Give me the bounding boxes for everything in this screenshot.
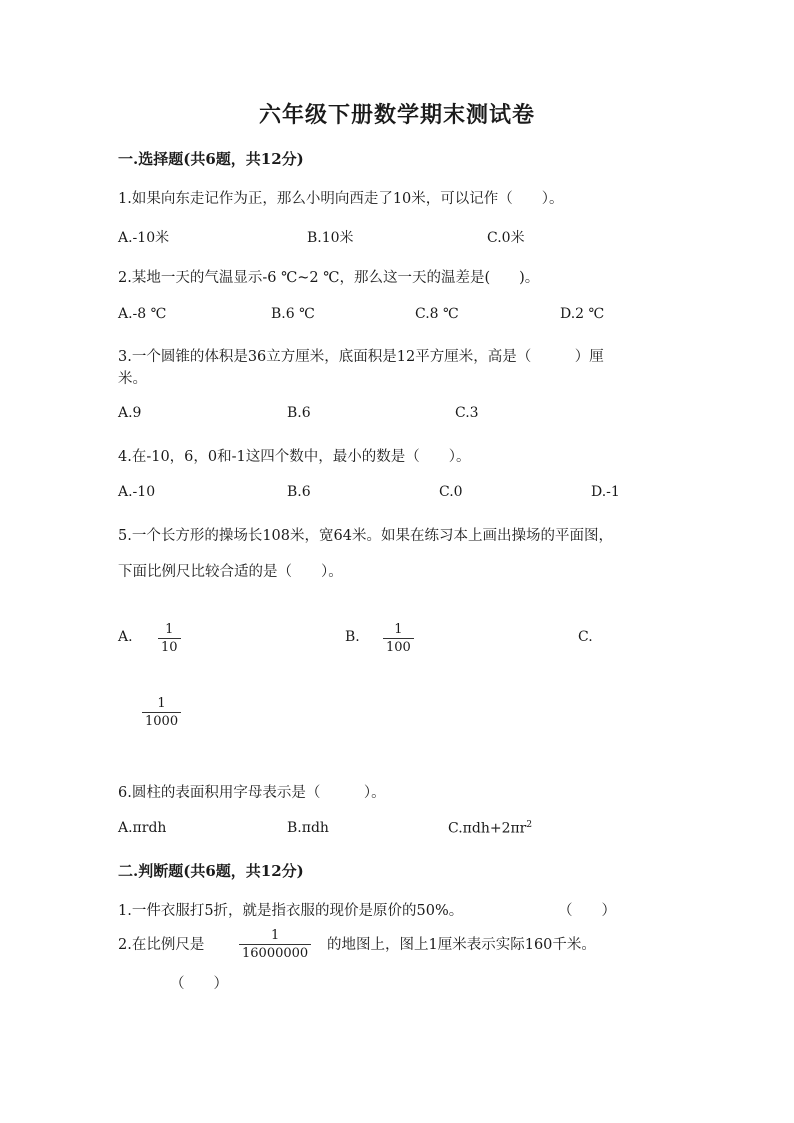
q3-option-b: B.6	[287, 405, 311, 421]
judgement-1-answer-paren: （ ）	[558, 903, 616, 919]
fraction-numerator: 1	[157, 696, 166, 711]
q5-option-c-label: C.	[578, 629, 593, 645]
q4-option-d: D.-1	[591, 484, 620, 500]
page-title: 六年级下册数学期末测试卷	[258, 102, 535, 128]
question-5-line1: 5.一个长方形的操场长108米，宽64米。如果在练习本上画出操场的平面图，	[118, 528, 613, 544]
question-3-line2: 米。	[118, 371, 147, 387]
q2-option-d: D.2 ℃	[560, 306, 605, 322]
section-heading-judgement: 二.判断题(共6题，共12分)	[118, 862, 304, 880]
q1-option-a: A.-10米	[118, 230, 170, 246]
question-2: 2.某地一天的气温显示-6 ℃~2 ℃，那么这一天的温差是( )。	[118, 270, 540, 286]
question-3-line1: 3.一个圆锥的体积是36立方厘米，底面积是12平方厘米，高是（ ）厘	[118, 349, 604, 365]
q4-option-b: B.6	[287, 484, 311, 500]
fraction-bar	[239, 944, 311, 945]
fraction-bar	[158, 638, 181, 639]
q6-option-c-exponent: 2	[526, 820, 533, 830]
fraction-numerator: 1	[394, 622, 403, 637]
q6-option-a: A.πrdh	[118, 820, 167, 836]
q5-option-a-label: A.	[118, 629, 133, 645]
q5-option-a-fraction	[158, 622, 181, 655]
q1-option-b: B.10米	[307, 230, 354, 246]
question-5-line2: 下面比例尺比较合适的是（ ）。	[118, 564, 343, 580]
fraction-denominator: 100	[386, 640, 411, 655]
q5-option-b-label: B.	[345, 629, 360, 645]
q2-option-a: A.-8 ℃	[118, 306, 167, 322]
q3-option-a: A.9	[118, 405, 142, 421]
fraction-bar	[383, 638, 414, 639]
judgement-1: 1.一件衣服打5折，就是指衣服的现价是原价的50%。	[118, 903, 464, 919]
q6-option-c-text: C.πdh+2πr	[448, 820, 527, 837]
fraction-numerator: 1	[165, 622, 174, 637]
judgement-2-prefix: 2.在比例尺是	[118, 937, 205, 953]
q4-option-c: C.0	[439, 484, 463, 500]
question-6: 6.圆柱的表面积用字母表示是（ ）。	[118, 785, 386, 801]
fraction-numerator: 1	[270, 928, 280, 943]
fraction-denominator: 10	[161, 640, 178, 655]
q3-option-c: C.3	[455, 405, 479, 421]
question-4: 4.在-10，6，0和-1这四个数中，最小的数是（ ）。	[118, 449, 471, 465]
q5-option-b-fraction	[383, 622, 414, 655]
q4-option-a: A.-10	[118, 484, 156, 500]
q1-option-c: C.0米	[487, 230, 525, 246]
fraction-denominator: 1000	[145, 714, 179, 729]
q2-option-b: B.6 ℃	[271, 306, 315, 322]
q5-option-c-fraction	[142, 696, 181, 729]
fraction-bar	[142, 712, 181, 713]
section-heading-choice: 一.选择题(共6题，共12分)	[118, 150, 304, 168]
judgement-2-suffix: 的地图上，图上1厘米表示实际160千米。	[327, 937, 596, 953]
q6-option-b: B.πdh	[287, 820, 329, 836]
question-1: 1.如果向东走记作为正，那么小明向西走了10米，可以记作（ ）。	[118, 191, 564, 207]
fraction-denominator: 16000000	[242, 946, 309, 961]
q2-option-c: C.8 ℃	[415, 306, 459, 322]
judgement-2-answer-paren: （ ）	[170, 976, 228, 992]
judgement-2-fraction	[239, 928, 311, 961]
q6-option-c	[448, 820, 532, 837]
